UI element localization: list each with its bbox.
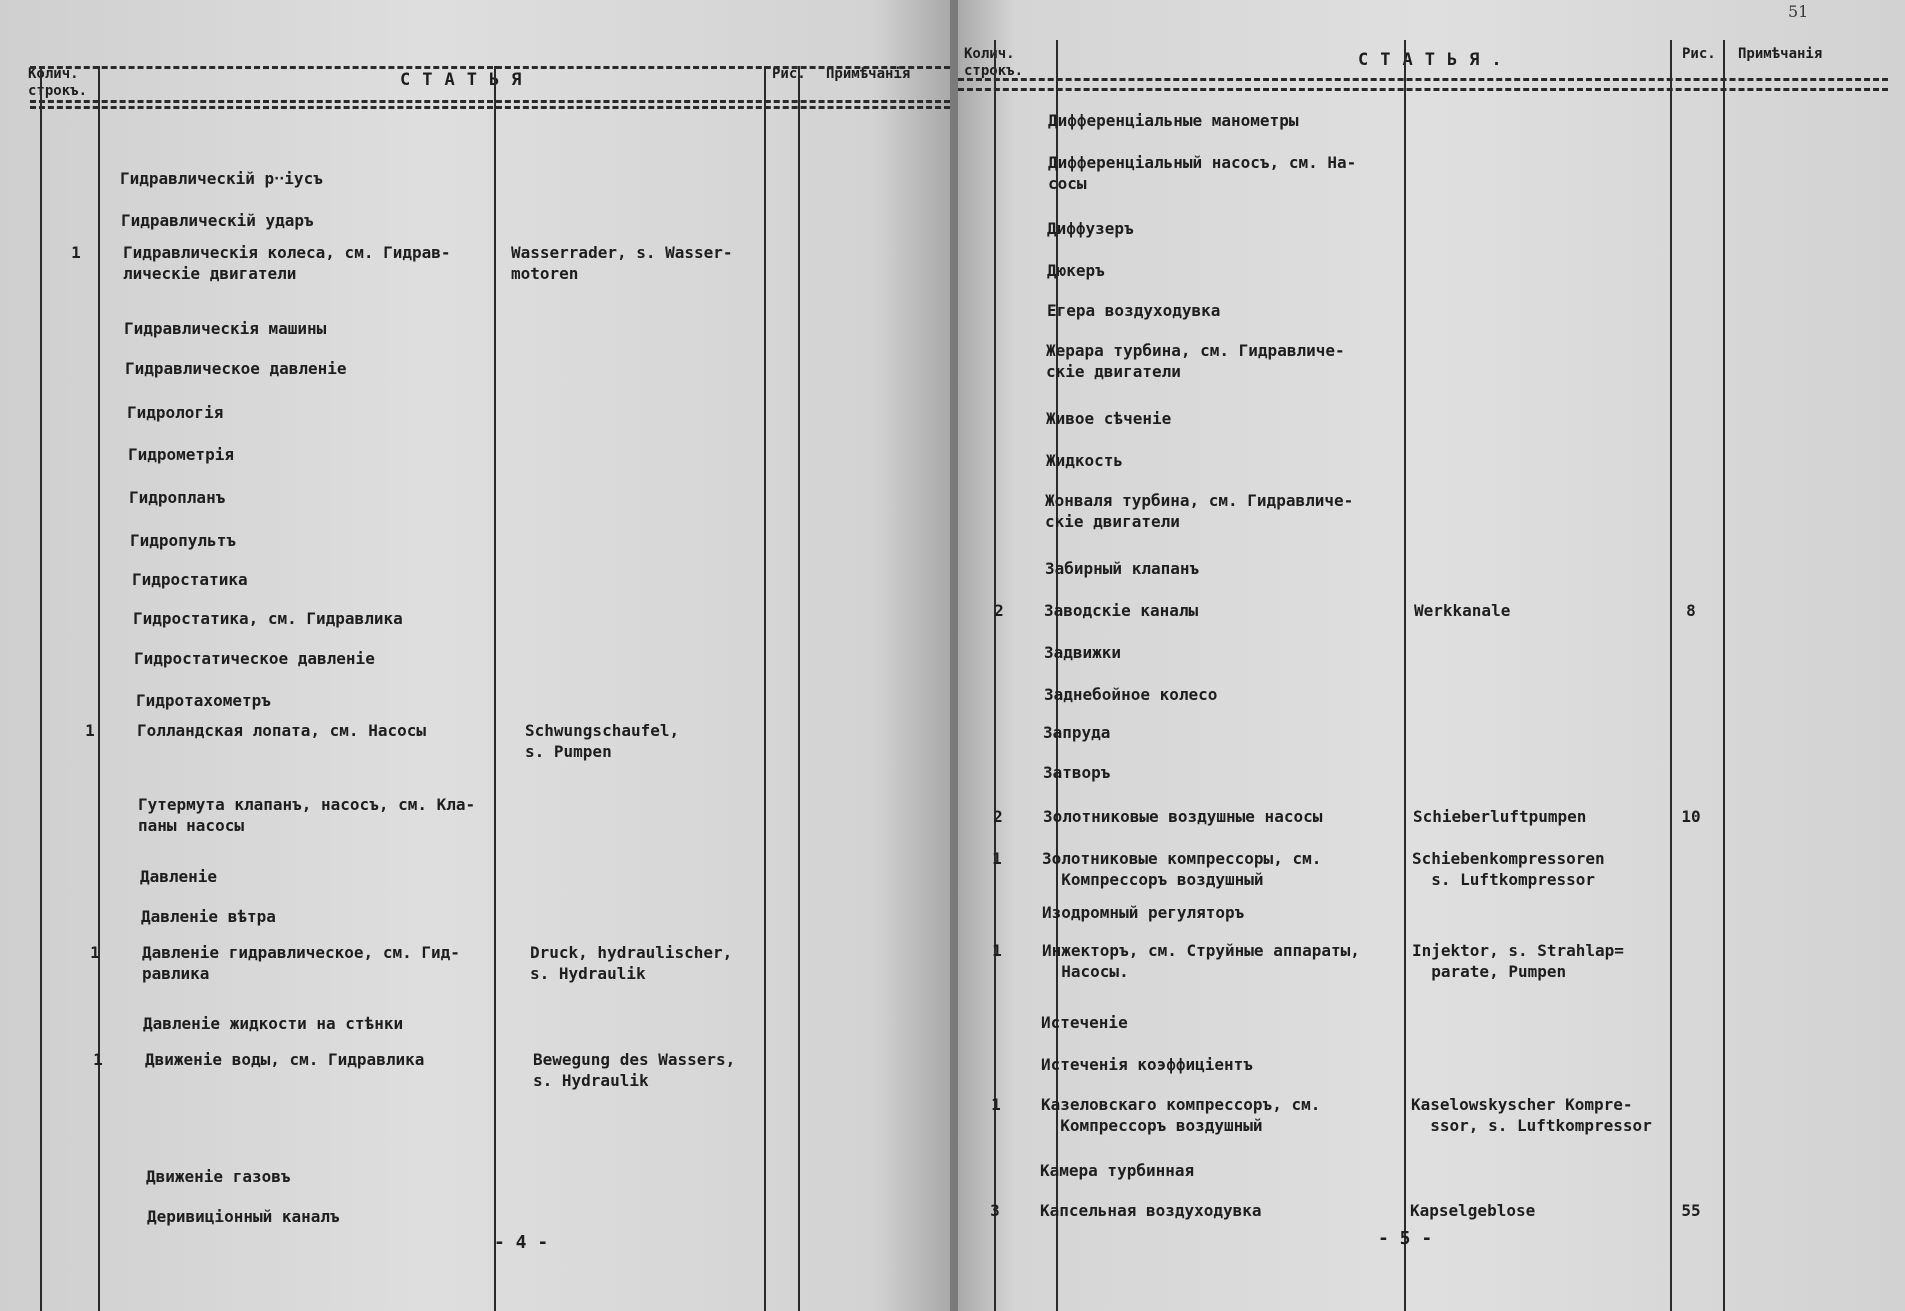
entry-row — [0, 1049, 950, 1090]
entry-row — [958, 600, 1905, 626]
entry-term-russian: Гидропланъ — [129, 488, 226, 507]
entry-row — [958, 1054, 1905, 1080]
entry-row — [958, 260, 1905, 286]
entry-term-russian: Гидравлическія колеса, см. Гидрав- лическіе двигатели — [123, 243, 451, 283]
entry-row — [958, 490, 1905, 531]
entry-line-count: 1 — [71, 243, 81, 262]
entry-row — [0, 1206, 950, 1232]
entry-term-russian: Гидростатика — [132, 570, 248, 589]
entry-term-russian: Капсельная воздуходувка — [1040, 1201, 1262, 1220]
entry-term-russian: Движеніе газовъ — [146, 1167, 291, 1186]
header-rule — [958, 78, 1888, 81]
entry-term-russian: Жерара турбина, см. Гидравличе- скіе двигатели — [1046, 341, 1345, 381]
entry-row — [0, 210, 950, 236]
entry-term-russian: Гидрометрія — [128, 445, 234, 464]
header-notes-label: Примѣчанія — [826, 66, 911, 82]
entry-line-count: 1 — [992, 941, 1002, 960]
entry-term-russian: Давленіе гидравлическое, см. Гид- равлика — [142, 943, 460, 983]
header-figure-label: Рис. — [1682, 46, 1716, 62]
entry-row — [958, 1012, 1905, 1038]
entry-term-russian: Инжекторъ, см. Струйные аппараты, Насосы. — [1042, 941, 1360, 981]
entry-line-count: 1 — [992, 849, 1002, 868]
entry-term-russian: Егера воздуходувка — [1047, 301, 1221, 320]
entry-term-russian: Изодромный регуляторъ — [1042, 903, 1245, 922]
entry-term-russian: Дюкеръ — [1047, 261, 1105, 280]
entry-row — [0, 1013, 950, 1039]
entry-term-russian: Гидрологія — [127, 403, 224, 422]
entry-row — [958, 848, 1905, 889]
header-rule — [30, 100, 950, 103]
entry-row — [958, 558, 1905, 584]
entry-term-russian: Запруда — [1043, 723, 1111, 742]
entry-term-russian: Заднебойное колесо — [1044, 685, 1218, 704]
page-number: - 5 - — [1378, 1228, 1433, 1249]
entry-term-russian: Живое сѣченіе — [1046, 409, 1172, 428]
entry-row — [0, 608, 950, 634]
entry-row — [0, 444, 950, 470]
entry-term-russian: Гидростатическое давленіе — [134, 649, 375, 668]
entry-row — [0, 242, 950, 283]
entry-row — [958, 684, 1905, 710]
entry-row — [958, 450, 1905, 476]
entry-term-german: Schiebenkompressoren s. Luftkompressor — [1412, 849, 1605, 889]
entry-row — [958, 110, 1905, 136]
entry-term-german: Injektor, s. Strahlap= parate, Pumpen — [1412, 941, 1624, 981]
entry-term-german: Werkkanale — [1414, 601, 1511, 620]
entry-row — [958, 1094, 1905, 1135]
entry-row — [958, 1200, 1905, 1226]
entry-term-russian: Задвижки — [1044, 643, 1122, 662]
entry-term-russian: Забирный клапанъ — [1045, 559, 1200, 578]
entry-figure-number: 10 — [1681, 807, 1701, 826]
entry-figure-number: 8 — [1686, 601, 1696, 620]
entry-term-german: Wasserrader, s. Wasser- motoren — [511, 243, 733, 283]
entry-row — [0, 648, 950, 674]
entry-row — [0, 794, 950, 835]
header-rule — [30, 66, 950, 69]
entry-row — [0, 402, 950, 428]
header-notes-label: Примѣчанія — [1738, 46, 1823, 62]
entry-term-german: Bewegung des Wassers, s. Hydraulik — [533, 1050, 736, 1090]
entry-term-russian: Гидропультъ — [130, 531, 236, 550]
entry-term-russian: Золотниковые воздушные насосы — [1043, 807, 1323, 826]
entry-term-russian: Дифференціальные манометры — [1048, 111, 1299, 130]
entry-row — [0, 1166, 950, 1192]
entry-row — [0, 942, 950, 983]
entry-term-russian: Гидравлическій р‧‧іусъ — [120, 169, 323, 188]
entry-figure-number: 55 — [1681, 1201, 1701, 1220]
entry-term-russian: Дифференціальный насосъ, см. На- сосы — [1048, 153, 1357, 193]
entry-row — [958, 340, 1905, 381]
page-corner-mark: 51 — [1788, 2, 1809, 21]
entry-term-german: Schieberluftpumpen — [1413, 807, 1587, 826]
entry-row — [0, 690, 950, 716]
entry-row — [0, 569, 950, 595]
entry-row — [958, 642, 1905, 668]
book-gutter — [950, 0, 958, 1311]
entry-term-russian: Затворъ — [1043, 763, 1111, 782]
entry-line-count: 2 — [993, 807, 1003, 826]
entry-row — [958, 218, 1905, 244]
entry-row — [0, 720, 950, 761]
entry-row — [958, 408, 1905, 434]
entry-term-russian: Жонваля турбина, см. Гидравличе- скіе двигатели — [1045, 491, 1354, 531]
entry-row — [0, 866, 950, 892]
entry-row — [958, 940, 1905, 981]
header-figure-label: Рис. — [772, 66, 806, 82]
entry-term-german: Druck, hydraulischer, s. Hydraulik — [530, 943, 733, 983]
header-article-label: СТАТЬЯ. — [1358, 50, 1514, 70]
entry-term-russian: Заводскіе каналы — [1044, 601, 1199, 620]
header-article-label: СТАТЬЯ — [400, 70, 534, 90]
left-page — [0, 0, 950, 1311]
entry-row — [0, 487, 950, 513]
entry-term-russian: Золотниковые компрессоры, см. Компрессоръ воздушный — [1042, 849, 1322, 889]
entry-line-count: 1 — [93, 1050, 103, 1069]
entry-term-russian: Истеченіе — [1041, 1013, 1128, 1032]
entry-term-russian: Гидротахометръ — [136, 691, 271, 710]
entry-row — [0, 358, 950, 384]
entry-term-german: Kapselgeblose — [1410, 1201, 1536, 1220]
header-rule — [958, 88, 1888, 91]
entry-line-count: 1 — [90, 943, 100, 962]
entry-term-russian: Давленіе вѣтра — [141, 907, 276, 926]
entry-line-count: 1 — [85, 721, 95, 740]
entry-row — [0, 906, 950, 932]
header-qty-label: Колич. строкъ. — [964, 46, 1024, 79]
entry-line-count: 1 — [991, 1095, 1001, 1114]
entry-term-russian: Диффузеръ — [1047, 219, 1134, 238]
entry-line-count: 3 — [990, 1201, 1000, 1220]
entry-term-russian: Гутермута клапанъ, насосъ, см. Кла- паны насосы — [138, 795, 476, 835]
entry-row — [958, 806, 1905, 832]
entry-row — [0, 530, 950, 556]
entry-term-russian: Казеловскаго компрессоръ, см. Компрессоръ воздушный — [1041, 1095, 1321, 1135]
entry-row — [958, 1160, 1905, 1186]
entry-row — [958, 762, 1905, 788]
entry-term-german: Schwungschaufel, s. Pumpen — [525, 721, 680, 761]
entry-term-russian: Жидкость — [1046, 451, 1124, 470]
entry-term-russian: Камера турбинная — [1040, 1161, 1195, 1180]
entry-term-russian: Голландская лопата, см. Насосы — [137, 721, 426, 740]
entry-row — [958, 902, 1905, 928]
entry-term-german: Kaselowskyscher Kompre- ssor, s. Luftkompressor — [1411, 1095, 1652, 1135]
entry-term-russian: Истеченія коэффиціентъ — [1041, 1055, 1253, 1074]
entry-row — [958, 152, 1905, 193]
entry-term-russian: Гидравлическое давленіе — [125, 359, 347, 378]
entry-line-count: 2 — [994, 601, 1004, 620]
entry-term-russian: Деривиціонный каналъ — [147, 1207, 340, 1226]
entry-row — [0, 168, 950, 194]
entry-term-russian: Гидравлическія машины — [124, 319, 327, 338]
entry-term-russian: Гидравлическій ударъ — [121, 211, 314, 230]
entry-row — [0, 318, 950, 344]
header-qty-label: Колич. строкъ. — [28, 66, 88, 99]
right-page — [958, 0, 1905, 1311]
entry-term-russian: Гидростатика, см. Гидравлика — [133, 609, 403, 628]
entry-term-russian: Давленіе жидкости на стѣнки — [143, 1014, 404, 1033]
entry-term-russian: Давленіе — [140, 867, 218, 886]
page-number: - 4 - — [494, 1232, 549, 1253]
entry-term-russian: Движеніе воды, см. Гидравлика — [145, 1050, 425, 1069]
entry-row — [958, 300, 1905, 326]
entry-row — [958, 722, 1905, 748]
header-rule — [30, 106, 950, 109]
